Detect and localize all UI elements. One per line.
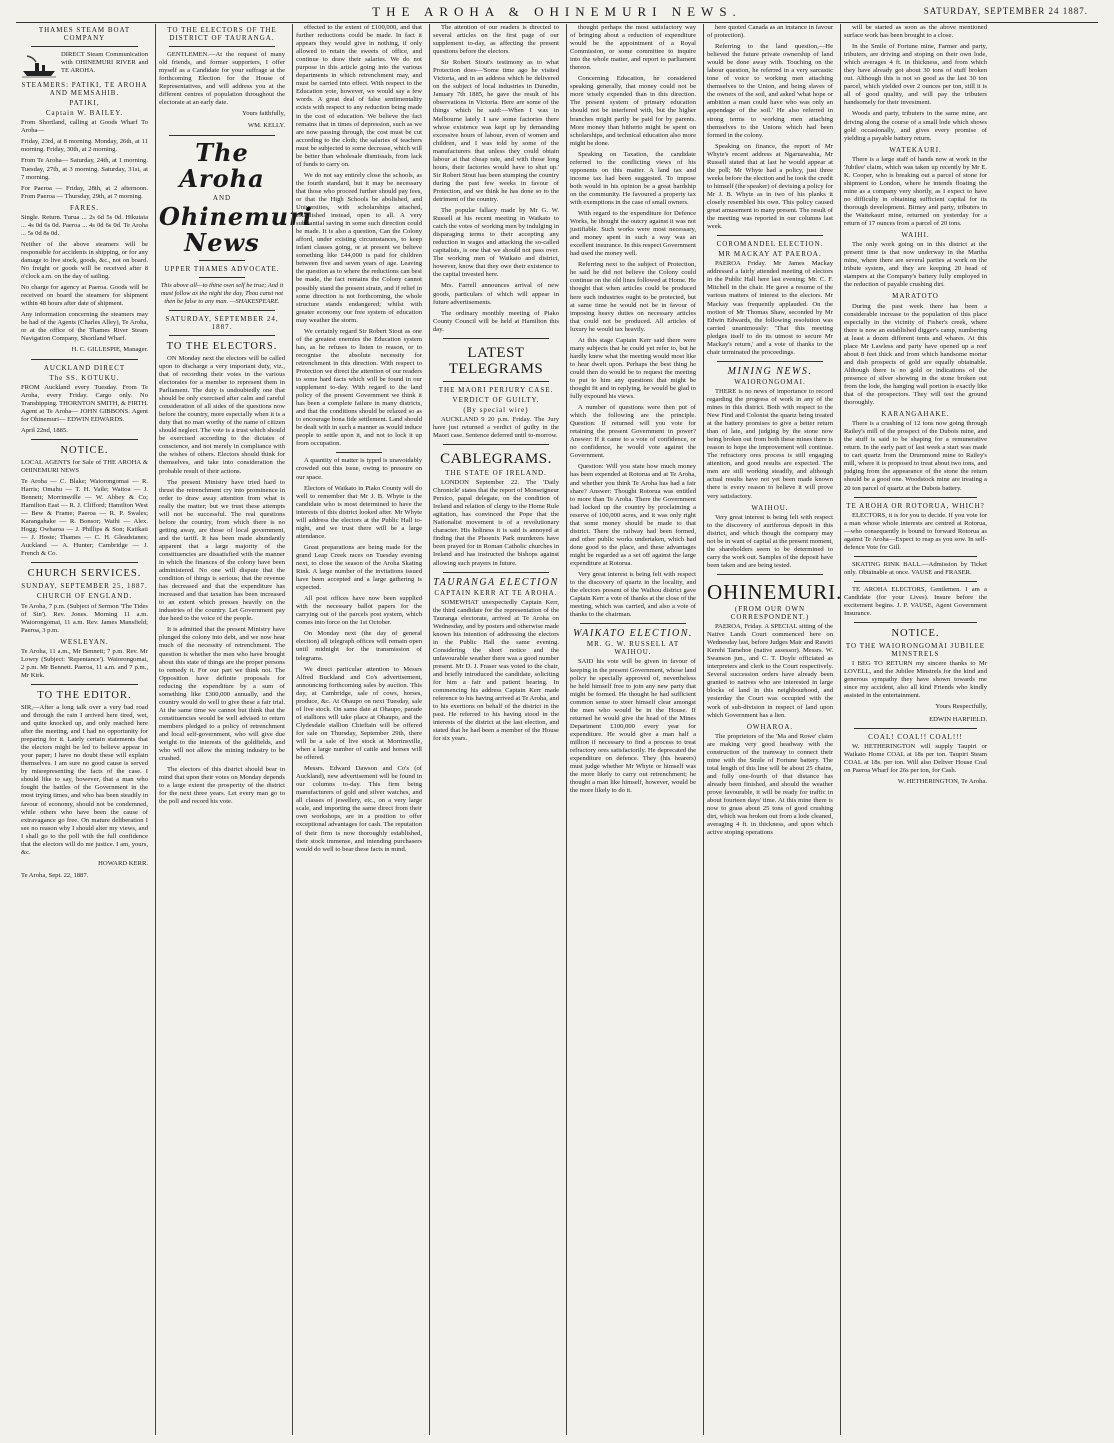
coal-text: W. HETHERINGTON will supply Taupiri or Waikato Home COAL at 18s per ton. Taupiri Steam COAL at 18s. per ton. Will also Deliver House Coal on Paeroa Wharf for 26s per ton, for Cash.	[844, 742, 987, 774]
waihou-heading: WAIHOU.	[751, 503, 789, 512]
issue-date: SATURDAY, SEPTEMBER 24, 1887.	[165, 314, 279, 331]
article-paragraph: We do not say entirely close the schools, as the fourth standard, but it may be necessary that those who proceed further should pay fees, or that the High Schools be abolished, and Universities, with scholarships attached, established instead, open to all. A very substantial saving in some such direction could be made. It is also a question, Can the Colony afford, under existing circumstances, to keep infant classes going, or at present we believe something like £44,000 is paid for children between five and seven years of age. Leaving the question as to where the reductions can best be made, the fact remains the Colony cannot possibly stand the present strain, and if relief in some direction is not forthcoming, the whole structure stands endangered; whilst with greater economy our free system of education may weather the storm.	[296, 171, 422, 324]
kotuku-text: FROM Auckland every Tuesday. From Te Aroha, every Friday. Cargo only. No Transhipping. THORNTON SMITH, & FIRTH. Agent at Te Aroha— JOHN GIBBONS. Agent for Ohinemuri— EDWIN EDWARDS.	[21, 383, 148, 423]
divider	[443, 338, 549, 339]
electors-signature: WM. KELLY.	[247, 122, 285, 130]
steamer-sub: DIRECT Steam Communication with OHINEMURI RIVER and TE AROHA.	[61, 51, 148, 75]
patiki-heading: PATIKI,	[69, 99, 100, 108]
article-paragraph: Concerning Education, he considered speaking generally, that money could not be more wisely expended than in this direction. The present system of primary education should not be interfered with, but the higher branches might partly be paid for by parents. More money than hitherto might be spent on scholarships, and technical education also more might be done.	[570, 75, 696, 147]
leader-paragraph: The electors of this district should bear in mind that upon their votes on Monday depends to a large extent the prosperity of the district for the next three years. Let every man go to the poll and record his vote.	[159, 766, 285, 806]
divider	[169, 135, 275, 136]
correspondent: (FROM OUR OWN CORRESPONDENT.)	[730, 604, 810, 621]
divider	[31, 46, 138, 47]
sailings: From Te Aroha— Saturday, 24th, at 1 morning. Tuesday, 27th, at 3 morning. Saturday, 31st, at 7 morning.	[21, 157, 148, 181]
masthead-rule	[16, 22, 1098, 23]
editor-heading: TO THE EDITOR.	[37, 689, 132, 701]
skating-ad: SKATING RINK BALL.—Admission by Ticket only. Obtainable at once. VAUSE and FRASER.	[844, 560, 987, 576]
agents-list: Te Aroha — C. Blake; Waiorongomai — R. Harris; Omahu — T. H. Vaile; Waitoa — J. Bennett; Morrinsville — W. Abbey & Co; Hamilton East — R. J. Clifford; Hamilton West — Bew & Frame; Paeroa — R. P. Swales; Karangahake — R. Bonsor; Waihi — Alex. Hogg; Owharoa — J. Phillips & Son; Katikati — J. Hoste; Thames — C. H. Gleadstanes; Auckland — A. Hunter; Cambridge — J. French & Co.	[21, 477, 148, 558]
divider	[169, 46, 275, 47]
mackay-heading: MR MACKAY AT PAEROA.	[718, 250, 822, 259]
fares-table: Single. Return. Turua ... 2s 6d 5s 0d. Hikutaia ... 4s 0d 6s 0d. Paeroa ... 4s 0d 6s 0d. Te Aroha ... 5s 0d 8s 0d.	[21, 213, 148, 237]
steamer-notice: Any information concerning the steamers may be had of the Agents (Charles Alley), Te Aroha, or at the office of the Thames River Steam Navigation Company, Shortland Wharf.	[21, 311, 148, 343]
divider	[854, 497, 977, 498]
divider	[169, 335, 275, 336]
local-agents: LOCAL AGENTS for Sale of THE AROHA & OHINEMURI NEWS	[21, 458, 148, 474]
waihi-text: The only work going on in this district at the present time is that now underway in the Martha mine, where there are several parties at work on the tribute system, and they are keeping 20 head of stampers at the Company's battery fully employed in the reduction of payable crushing dirt.	[844, 241, 987, 289]
captain: Captain W. BAILEY.	[45, 109, 124, 118]
electors-ad: TE AROHA ELECTORS, Gentlemen. I am a Candidate (for your Lives). Insure before the excitement begins. J. P. VAUSE, Agent Government Insurance.	[844, 585, 987, 618]
nameplate-and: AND	[212, 193, 232, 202]
kotuku-date: April 22nd, 1885.	[21, 426, 68, 434]
editor-place: Te Aroha, Sept. 22, 1887.	[21, 871, 89, 879]
column-6	[703, 24, 843, 1435]
nameplate-subtitle: UPPER THAMES ADVOCATE.	[164, 264, 280, 273]
article-paragraph: here quoted Canada as an instance in favour of protection).	[707, 24, 833, 40]
column-3	[292, 24, 425, 1435]
sailings: For Paeroa — Friday, 28th, at 2 afternoon. From Paeroa — Thursday, 29th, at 7 morning.	[21, 184, 148, 200]
kotuku-heading: The SS. KOTUKU.	[49, 373, 120, 382]
article-paragraph: effected to the extent of £100,000, and that further reductions could be made. In fact it appears they would give in nothing, if only allowed to retain the sweets of office, and continue to draw their salaries. We do not purpose in this article going into the various departments in which retrenchment may, and must be carried into effect. With respect to the Education vote, however, we would say a few words. A great deal of false sentimentality exists with respect to any reduction being made in the cost of education. We believe the fact remains that in times of depression, such as we are now passing through, the cost must be cut according to the cloth; the salaries of teachers must be subjected to some decrease, which will be better than wholesale dismissals, from lack of funds to carry on.	[296, 24, 422, 168]
leader-paragraph: It is admitted that the present Ministry have plunged the colony into debt, and we now hear much of the necessity of retrenchment. The question is whether the men who have brought about this state of things are the proper persons to remedy it. For our part we think not. The Opposition have definite proposals for reducing the expenditure by a sum of something like £300,000 annually, and the country would do well to give these a fair trial. At the same time we cannot but think that the constituencies would be well advised to return members pledged to a policy of retrenchment and local self-government, who will give due weight to the interests of the goldfields, and who will not allow the mining industry to be crushed.	[159, 626, 285, 763]
steamer-notice: No charge for agency at Paeroa. Goods will be received on board the steamers for shipment within 48 hours after date of shipment.	[21, 284, 148, 308]
motto: This above all—to thine own self be true; And it must follow as the night the day, Thou canst not then be false to any man. —SHAKESPEARE.	[160, 281, 284, 305]
local-item: Mrs. Farrell announces arrival of new goods, particulars of which will appear in future advertisements.	[433, 282, 559, 306]
kerr-heading: CAPTAIN KERR AT TE AROHA.	[434, 588, 558, 597]
article-paragraph: will be started as soon as the above mentioned surface work has been brought to a close.	[844, 24, 987, 40]
article-paragraph: Speaking on finance, the report of Mr Whyte's recent address at Ngaruawahia, Mr Russell stated that at last he would appear at the poll; Mr Whyte had a policy, just three weeks before the election and he took the credit to himself (the speaker) of devising a policy for Mr J. B. Whyte as in two of his planks it closely resembled his own. This policy caused great amusement to many present. The result of the meeting was reported in our columns last week.	[707, 142, 833, 231]
coal-heading: COAL! COAL!! COAL!!!	[868, 732, 963, 741]
steamers-list: STEAMERS: PATIKI, TE AROHA AND MEMSAHIB.	[21, 81, 148, 98]
manager-signature: H. C. GILLESPIE, Manager.	[71, 346, 148, 354]
auckland-heading: AUCKLAND DIRECT	[43, 363, 126, 372]
divider	[169, 310, 275, 311]
local-item: Great preparations are being made for the grand Leap Creek races on Tuesday evening next, to close the season of the Aroha Skating Rink. A large number of the invitations issued have been accepted and a large gathering is expected.	[296, 543, 422, 592]
divider	[31, 684, 138, 685]
sailings: Friday, 23rd, at 8 morning. Monday, 26th, at 11 morning. Friday, 30th, at 2 morning.	[21, 138, 148, 154]
divider	[717, 235, 823, 236]
ireland-heading: THE STATE OF IRELAND.	[445, 469, 547, 478]
watekauri-text: There is a large staff of hands now at work in the 'Jubilee' claim, which was taken up recently by Mr E. K. Cooper, who is breaking out a parcel of stone for shipment to London, where he intends floating the mine as a company very shortly, as I expect to have no difficulty in obtaining sufficient capital for its thorough development. Birney and party, tributers in the Waitekauri mine, returned on yesterday for a return of 17 ounces from a parcel of 20 tons.	[844, 155, 987, 228]
divider	[854, 728, 977, 729]
divider	[31, 359, 138, 360]
waikato-heading: WAIKATO ELECTION.	[573, 628, 693, 640]
leader-paragraph: ON Monday next the electors will be called upon to discharge a very important duty, viz., that of recording their votes in the various electorates for a member to represent them in Parliament. The duty is undoubtedly one that should be only exercised after calm and careful consideration of all sides of the questions now before the country, more especially when it is a duty that no man worthy of the name of citizen should neglect. The vote is a trust which should be exercised according to the dictates of conscience, and not merely in compliance with the wishes of others. Electors should think for themselves, and take into consideration the probable result of their actions.	[159, 354, 285, 475]
mining-heading: MINING NEWS.	[727, 365, 813, 377]
verdict-heading: VERDICT OF GUILTY.	[452, 395, 540, 404]
by-telegraph: (By special wire)	[463, 405, 529, 414]
karangahake-heading: KARANGAHAKE.	[881, 410, 950, 419]
russell-heading: MR. G. W. RUSSELL AT WAIHOU.	[586, 640, 680, 657]
steamer-notice: Neither of the above steamers will be responsible for accidents in shipping, or for any damage to live stock, goods, &c., not on board. No freight or goods will be received after 8 o'clock a.m. on the day of sailing.	[21, 240, 148, 281]
local-item: All post offices have now been supplied with the necessary ballot papers for the carrying out of the parcels post system, which comes into force on the 1st October.	[296, 595, 422, 627]
church-text: Te Aroha, 7 p.m. (Subject of Sermon 'The Tides of Sin'). Rev. Jones. Morning 11 a.m. Waiorongomai, 11 a.m. Rev. James Mansfield; Paeroa, 3 p.m.	[21, 602, 148, 634]
coromandel-heading: COROMANDEL ELECTION.	[716, 240, 824, 249]
divider	[854, 556, 977, 557]
electors-heading: TO THE ELECTORS OF THE DISTRICT OF TAURANGA.	[167, 26, 277, 43]
tauranga-text: SOMEWHAT unexpectedly Captain Kerr, the third candidate for the representation of the Tauranga electorate, arrived at Te Aroha on Wednesday, and by posters and otherwise made known his intention of addressing the electors in the Public Hall the same evening. Considering the short notice and the unfavourable weather there was a good number present. Mr D. J. Fraser was voted to the chair, and briefly introduced the candidate, soliciting for him a fair and patient hearing. In commencing his address Captain Kerr made reference to his having arrived at Te Aroha, and to his exertions on behalf of the district in the past. He referred to his having stood in the interests of the district at the last election, and stated that he had been a member of the House for six years.	[433, 598, 559, 743]
article-paragraph: A number of questions were then put of which the following are the principle. Question: If returned will you vote for retaining the present Government in power? Answer: If it came to a vote of confidence, or no confidence, he would vote against the Government.	[570, 404, 696, 460]
divider	[717, 361, 823, 362]
steamer-heading: THAMES STEAM BOAT COMPANY	[38, 26, 131, 43]
masthead-title: THE AROHA & OHINEMURI NEWS.	[372, 4, 742, 19]
owharoa-text: The proprietors of the 'Ma and Rowe' claim are making very good headway with the construction of the tramway to connect their mine with the Smile of Fortune battery. The total length of this line will be about 25 chains, and fully one-fourth of that distance has already been finished, and should the weather prove favourable, it will be ready for traffic in about fourteen days' time. At this mine there is now to grass about 25 tons of good crushing dirt, which was broken out from a lode cleaned, averaging 4 ft. in thickness, and upon which active stoping operations	[707, 732, 833, 837]
church-date: SUNDAY, SEPTEMBER 25, 1887.	[21, 582, 148, 591]
church-heading: CHURCH SERVICES.	[27, 568, 142, 580]
editor-letter: SIR,—After a long talk over a very bad road and through the rain I arrived here tired, wet, and quite knocked up, and only reached here after the meeting, and I had no opportunity for preparing for it. Lately certain statements that the electors might be led to believe appear in your paper; I have no doubt these will explain themselves. I am sure no good cause is served by misrepresenting the facts of the case. I should like to say, however, that a man who fought the battles of the Government in the most trying times, and who has been steadily in favour of economy, should not be condemned, while others who have been the cause of extravagance go free. On mature deliberation I see no reason why I should alter my views, and I shall go to the poll with the full confidence that the electors will do me justice. I am, yours, &c.	[21, 703, 148, 856]
leader-heading: TO THE ELECTORS.	[166, 340, 278, 352]
jubilee-sign-off: Yours Respectfully,	[935, 703, 987, 711]
local-item: We direct particular attention to Messrs Alfred Buckland and Co's advertisement, announcing forthcoming sales by auction. This day, at Cambridge, sale of cows, horses, produce, &c. At Ohaupo on next Tuesday, sale of live stock. On same date at Ohaupo, parade of stallions will take place at Ohaupo, and the Clydesdale stallion Chieftain will be offered for sale on Thursday, September 29th, there will be a sale of live stock at Morrinsville, when a large number of cattle and horses will be offered.	[296, 665, 422, 762]
column-2	[155, 24, 313, 1435]
article-paragraph: Referring next to the subject of Protection, he said he did not believe the Colony could continue on the old lines followed at Home. He thought that when articles could be produced here such industries ought to be protected, but at same time he would not be in favour of imposing heavy duties on necessary articles that could not be produced. All articles of luxury he would tax heavily.	[570, 261, 696, 333]
waihou-text: Very great interest is being felt with respect to the discovery of auriferous deposit in this district, and which though the company may not be in want of capital at the present moment, the shareholders seem to be determined to carry the work out. Samples of the deposit have been taken and are being tested.	[707, 513, 833, 569]
mackay-text: PAEROA Friday. Mr James Mackay addressed a fairly attended meeting of electors in the Public Hall here last evening; Mr. C. F. Mitchell in the chair. He gave a resume of the various matters of interest to the electors. Mr Mackay was frequently applauded. On the motion of Mr Thomas Shaw, seconded by Mr Edwin Edwards, the following resolution was carried unanimously: 'That this meeting pledges itself to do its utmost to secure Mr Mackay's return,' and a vote of thanks to the chair terminated the proceedings.	[707, 260, 833, 356]
maratoto-heading: MARATOTO	[892, 292, 939, 301]
owharoa-heading: OWHAROA.	[746, 722, 794, 731]
tauranga-heading: TAURANGA ELECTION	[433, 576, 559, 588]
sailings: From Shortland, calling at Goods Wharf To Aroha—	[21, 119, 148, 135]
local-item: A quantity of matter is typed is unavoidably crowded out this issue, owing to pressure on our space.	[296, 457, 422, 481]
electors-address: GENTLEMEN.—At the request of many old friends, and former supporters, I offer myself as a Candidate for your suffrage at the forthcoming Election for the House of Representatives, and will address you at the different centres of population throughout the electorate at an early date.	[159, 51, 285, 107]
editor-signature: HOWARD KERR.	[98, 859, 148, 867]
divider	[199, 260, 245, 261]
local-item: Electors of Waikato in Piako County will do well to remember that Mr J. B. Whyte is the candidate who is most determined to have the interests of this district looked after. Mr Whyte will address the electors at the Public Hall to-night, and we trust there will be a large attendance.	[296, 484, 422, 540]
divider	[717, 574, 823, 575]
local-item: On Monday next (the day of general election) all telegraph offices will remain open until midnight for the transmission of telegrams.	[296, 630, 422, 662]
which-text: ELECTORS, it is for you to decide. If you vote for a man whose whole interests are centred at Rotorua,—who consequently is bound to forward Rotorua as against Te Aroha—Expect to reap as you sow. In self-defence Vote for Gill.	[844, 511, 987, 551]
article-paragraph: Referring to the land question,—He believed the future private ownership of land would be done away with. Touching on the labour question, he referred in a very sarcastic tone of voice to working men attaching themselves to the Union, and being slaves of the owners of the soil, and asked 'what hope or ambition a man could have who was only an appendage of the soil.' He also referred in strong terms to working men attaching themselves to the Unions which had been formed in the colony.	[707, 43, 833, 139]
wesleyan-heading: WESLEYAN.	[60, 637, 109, 646]
column-4	[429, 24, 562, 1435]
divider	[336, 452, 382, 453]
ohinemuri-text: PAEROA, Friday. A SPECIAL sitting of the Native Lands Court commenced here on Wednesday last, before Judges Mair and Rawiri Kerehi Tamehoe (native assessor). Messrs. W. Swanson jun., and C. T. Doyle officiated as interpreters and clerk to the Court respectively. Several succession orders have already been granted to natives who are interested in large blocks of land in this neighbourhood, and yesterday the Court was occupied with the work of sub-division in respect of land upon which Government has a lien.	[707, 623, 833, 719]
divider	[443, 572, 549, 573]
divider	[199, 277, 245, 278]
mining-text: THERE is no news of importance to record regarding the progress of work in any of the mines in this district. Both with respect to the New Find and Colonist the quartz being treated at the battery promises to give a better return than of late, and judging by the stone now being broken out from both these mines there is reason to hope the improvement will continue. The refractory ores process is still engaging attention, and good results are expected. The men are still working steadily, and although actual results have not yet been made known there is every reason to believe it will prove very satisfactory.	[707, 387, 833, 500]
local-item: Messrs. Edward Dawson and Co's (of Auckland), new advertisement will be found in our columns to-day. This firm being manufacturers of gold and silver watches, and all classes of jewellery, etc., on a very large scale, and importing the same direct from their own workshops, are in a position to offer exceptional advantages for cash. The reputation of their firm is now thoroughly established, their stock immense, and intending purchasers would do well to bear these facts in mind.	[296, 765, 422, 853]
article-paragraph: Speaking on Taxation, the candidate referred to the conflicting views of his opponents on this matter. A land tax and income tax had been suggested. To impose both would in his opinion be a great hardship on the community. He favoured a property tax with exemptions in the case of small owners.	[570, 150, 696, 206]
jubilee-signature: EDWIN HARFIELD.	[929, 715, 987, 723]
article-paragraph: In the Smile of Fortune mine, Farmer and party, tributers, are driving and stoping on their own lode, which averages 4 ft. in thickness, and from which they have already got about 30 tons of stuff broken out. Although this is not so good as the last 30 ton parcel, which yielded over 2 ounces per ton, still it is all of good quality, and will pay the tributers handsomely for their investment.	[844, 43, 987, 107]
local-item: The attention of our readers is directed to several articles on the first page of our supplement to-day, as affecting the present questions before the electors.	[433, 24, 559, 56]
local-item: Sir Robert Stout's testimony as to what Protection does—'Some time ago he visited Victoria, and in an address which he delivered on the subject of local industries in Dunedin, January 7th 1885, he gave the result of his observations in Victoria. Here are some of the things which he said:—When I was in Melbourne lately I saw some factories there whose existence was kept up by demanding excessive hours of labour, even of women and children, and I was told by some of the manufacturers that unless they could obtain labour at that cheap rate, and with those long hours, their factories would have to shut up.' Sir Robert Stout has been stumping the country during the past few weeks in favour of Protection, and we think he has done so to the detriment of the country.	[433, 59, 559, 203]
nameplate-ohinemuri: Ohinemuri News	[159, 201, 313, 257]
karangahake-text: There is a crushing of 12 tons now going through Railey's mill of the prospect of the Dubois mine, and the stuff is said to be shaping for a remunerative return. In the early part of last week a start was made to cart quartz from the Drummond mine to Railey's mill, where it is proposed to treat about two tons, and judging from the appearance of the stone the return should be a good one. Woodstock mine are treating a 20 ton parcel of quartz at the Dubois battery.	[844, 420, 987, 492]
masthead	[0, 2, 1114, 20]
coal-signature: W. HETHERINGTON, Te Aroha.	[897, 777, 987, 785]
column-1	[18, 24, 151, 1435]
cable-text: LONDON September 22. The 'Daily Chronicle' states that the report of Monseigneur Persico, papal delegate, on the condition of Ireland and relation of clergy to the Home Rule agitation, has convinced the Pope that the Nationalist movement is of a revolutionary character. His holiness it is said is annoyed at finding that the Phoenix Park murderers have been prayed for in Roman Catholic churches in Ireland and has instructed the bishops against allowing such prayers in future.	[433, 479, 559, 567]
church-england: CHURCH OF ENGLAND.	[36, 592, 133, 601]
column-7	[840, 24, 990, 1435]
ohinemuri-heading: OHINEMURI.	[707, 579, 843, 604]
article-paragraph: With regard to the expenditure for Defence Works, he thought the outcry against it was not justifiable. Such works were most necessary, and money spent in such a way was an excellent insurance. In this respect Government had used the money well.	[570, 210, 696, 258]
divider	[854, 581, 977, 582]
divider	[580, 623, 686, 624]
wesleyan-text: Te Aroha, 11 a.m., Mr Bennett; 7 p.m. Rev. Mr Lowry (Subject: 'Repentance'). Waiorongomai, 2 p.m. Mr Bennett. Paeroa, 11 a.m. and 7 p.m., Mr Kirk.	[21, 647, 148, 679]
telegrams-heading: LATEST TELEGRAMS	[448, 344, 544, 377]
article-paragraph: Very great interest is being felt with respect to the discovery of quartz in the locality, and the electors present of the Waihou district gave Captain Kerr a vote of thanks at the close of the meeting, which was carried, and also a vote of thanks to the chairman.	[570, 571, 696, 619]
waiorongomai-heading: WAIORONGOMAI.	[734, 377, 806, 386]
local-item: The ordinary monthly meeting of Piako County Council will be held at Hamilton this day.	[433, 309, 559, 333]
maratoto-text: During the past week there has been a considerable increase to the population of this place especially in the vicinity of Fisher's creek, where there is now an established digger's camp, numbering at least a dozen different tents and whares. At this place Mr Lawless and party have opened up a reef about 8 feet thick and from which handsome mortar and dish prospects of gold are equally obtainable. Although there is no gold or indications of the presence of silver showing in the stone broken out from the lode, the hanging wall portion is exactly like that of the prospectors. They will test the ground thoroughly.	[844, 302, 987, 407]
divider	[31, 439, 138, 440]
masthead-date: SATURDAY, SEPTEMBER 24 1887.	[923, 6, 1088, 16]
jubilee-text: I BEG TO RETURN my sincere thanks to Mr LOVELL, and the Jubilee Minstrels for the kind and generous sympathy they have shown towards me since my accident, also all kind Friends who kindly assisted in the entertainment.	[844, 660, 987, 700]
electors-sign-off: Yours faithfully,	[242, 110, 285, 118]
leader-paragraph: The present Ministry have tried hard to thrust the retrenchment cry into prominence in order to draw away attention from what is really the matter; but we trust these attempts will not be successful. The real questions before the country, from which there is no getting away, are those of local government, and the tariff. It has been made abundantly apparent that a large majority of the constituencies are dissatisfied with the manner in which the finances of the colony have been administered. No one will dispute that the condition of things is serious; that the revenue has decreased and that the expenditure has increased and that taxation has been increased to an extent which presses heavily on the industries of the country. Let Government pay due heed to the voice of the people.	[159, 478, 285, 623]
article-paragraph: Woods and party, tributers in the same mine, are driving along the course of a small lode which shows gold occasionally, and gives every promise of yielding a payable battery return.	[844, 110, 987, 142]
nameplate-aroha: The Aroha	[179, 137, 265, 193]
divider	[31, 562, 138, 563]
steamship-icon	[21, 53, 57, 79]
divider	[854, 622, 977, 623]
local-item: The popular fallacy made by Mr G. W. Russell at his recent meeting in Waikato to catch the votes of working men by indulging in disparaging terms to their accepting any reduction in wages and attacking the so-called capitalists, is one that we should not pass over. The working men of Waikato and district, however, know that they owe their existence to the capital invested here.	[433, 207, 559, 279]
article-paragraph: Question: Will you state how much money has been expended at Rotorua and at Te Aroha, and whether you think Te Aroha has had a fair share? Answer: Thought Rotorua was entitled to more than Te Aroha. There the Government had locked up the country by proclaiming a reserve of 100,000 acres, and it was only right that some money should be made to that district. There the railway had been formed, and other public works undertaken, which had done good to the place, and these advantages might be regarded as a set off against the large expenditure at Rotorua.	[570, 463, 696, 567]
maori-heading: THE MAORI PERJURY CASE.	[438, 385, 554, 394]
telegram-text: AUCKLAND 9 20 p.m. Friday. The Jury have just returned a verdict of guilty in the Maori case. Sentence deferred until to-morrow.	[433, 415, 559, 439]
article-paragraph: We certainly regard Sir Robert Stout as one of the greatest enemies the Education system has, as he refuses to listen to reason, or to recognise the absolute necessity for retrenchment in this direction. With respect to Protection we direct the attention of our readers to some hard facts which will be found in our supplement to-day. With regard to the land policy of the present Government we think it has been a complete failure in many districts, and that the conditions should be relaxed so as to encourage bona fide settlement. Land should be dealt with in such a manner as would induce people to settle upon it, and not to lock it up from occupation.	[296, 327, 422, 448]
notice-heading: NOTICE.	[891, 628, 940, 640]
jubilee-heading: TO THE WAIORONGOMAI JUBILEE MINSTRELS	[845, 642, 986, 659]
article-paragraph: At this stage Captain Kerr said there were many subjects that he could yet refer to, but he hardly knew what the meeting would most like to hear dwelt upon. Perhaps the best thing he could then do would be to request the meeting to put to him any questions that might be thought fit and in replying, he would be glad to fully expound his views.	[570, 336, 696, 401]
divider	[443, 381, 549, 382]
cablegrams-heading: CABLEGRAMS.	[440, 451, 552, 468]
article-paragraph: thought perhaps the most satisfactory way of bringing about a reduction of expenditure would be the appointment of a Royal Commission, or some committee to inquire into the whole matter, and report to parliament thereon.	[570, 24, 696, 72]
notice-heading: NOTICE.	[60, 444, 109, 456]
watekauri-heading: WATEKAURI.	[889, 145, 942, 154]
waihi-heading: WAIHI.	[901, 231, 930, 240]
divider	[443, 444, 549, 445]
which-heading: TE AROHA OR ROTORUA, WHICH?	[846, 501, 985, 510]
russell-text: SAID his vote will be given in favour of keeping in the present Government, whose land policy he specially approved of, nevertheless he held himself free to join any new party that might be formed. He thought he had sufficient common sense to steer himself clear amongst the men who would be in the House. If returned he would give the head of the Mines Department £100,000 every year for expenditure. He would give a man half a million if necessary to find a process to treat refractory ores satisfactorily. He deprecated the expenditure on defence. They (his hearers) must judge whether Mr Whyte or himself was the more likely to carry out retrenchment; he thought a man like himself, however, would be the more likely to do it.	[570, 658, 696, 795]
fares-heading: FARES.	[69, 203, 100, 212]
column-5	[566, 24, 699, 1435]
